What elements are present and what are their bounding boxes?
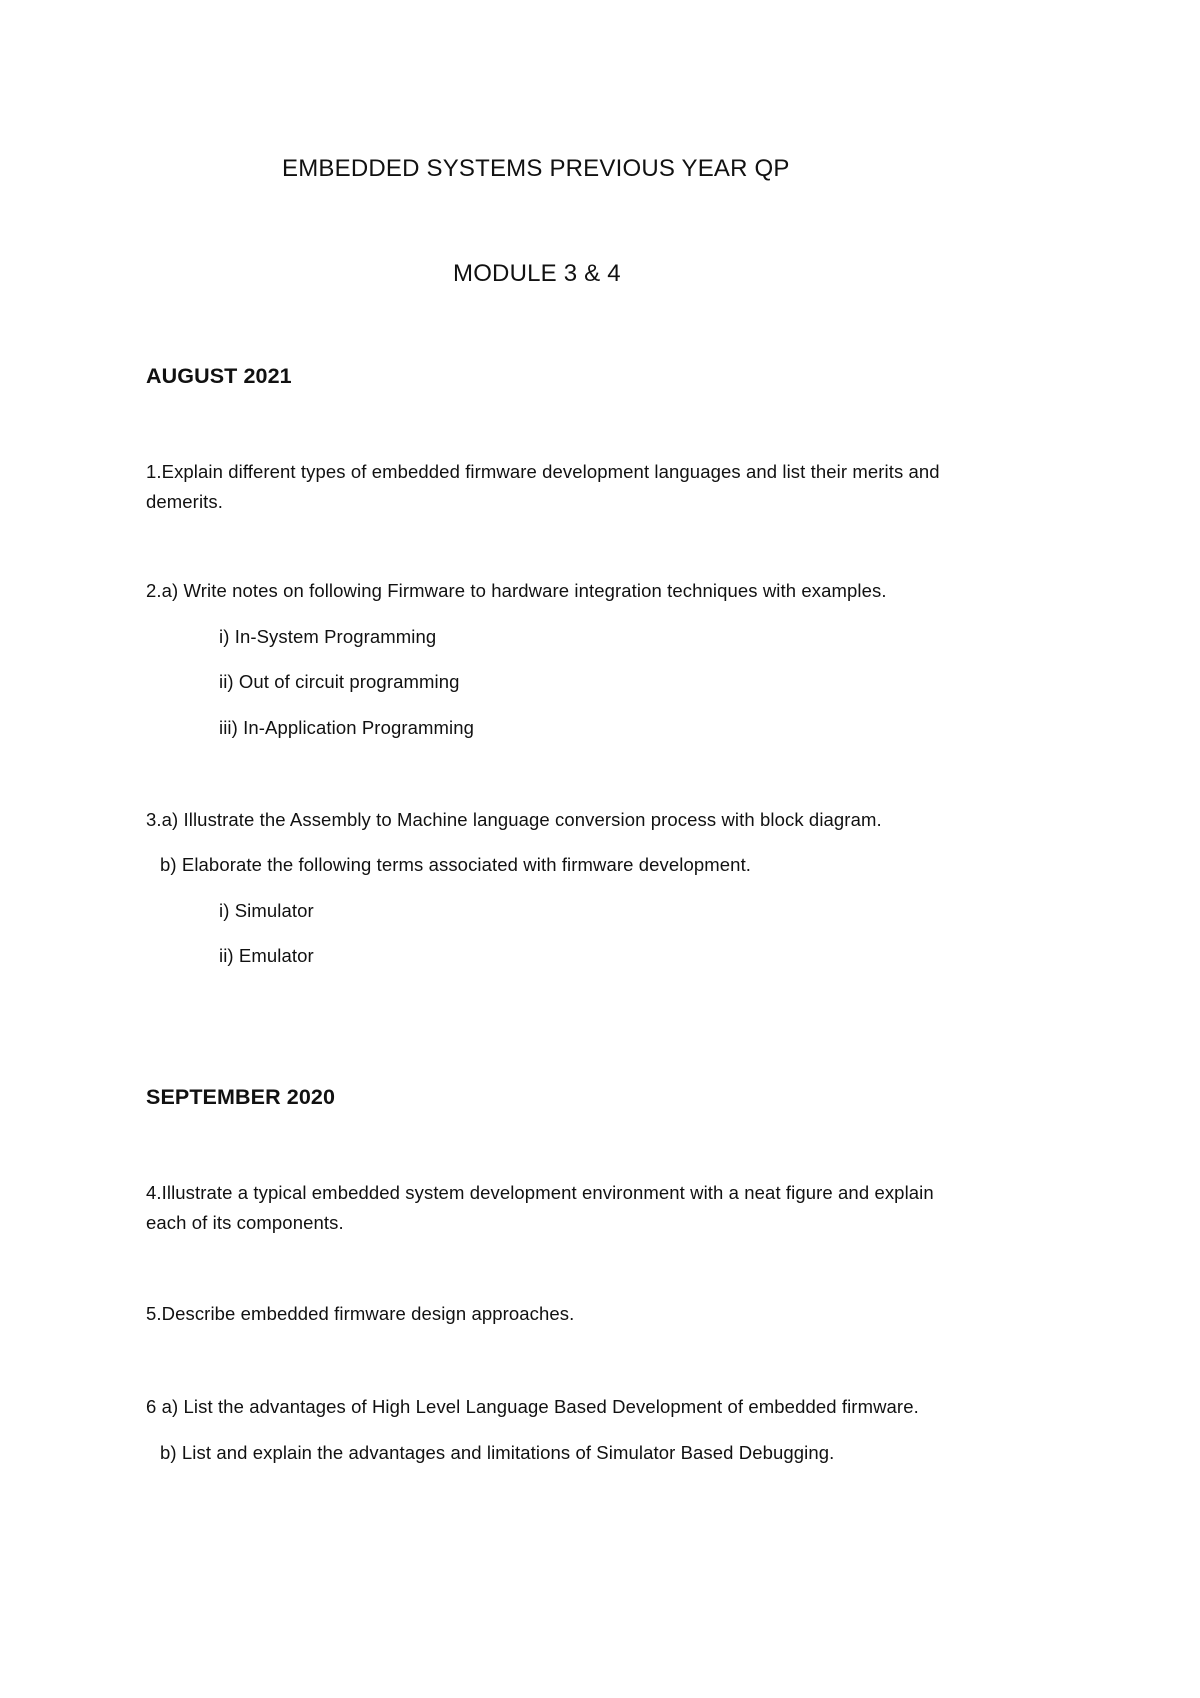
question-1-line-2: demerits. <box>146 491 223 512</box>
question-6b: b) List and explain the advantages and limitations of Simulator Based Debugging. <box>160 1442 835 1463</box>
question-3b: b) Elaborate the following terms associated with firmware development. <box>160 854 752 875</box>
document-title: EMBEDDED SYSTEMS PREVIOUS YEAR QP <box>282 155 790 182</box>
question-4-line-2: each of its components. <box>146 1212 344 1233</box>
question-1-line-1: 1.Explain different types of embedded firmware development languages and list their merits and <box>146 461 940 482</box>
question-3a: 3.a) Illustrate the Assembly to Machine language conversion process with block diagram. <box>146 809 882 830</box>
section-heading-august-2021: AUGUST 2021 <box>146 364 292 388</box>
question-2-item-2: ii) Out of circuit programming <box>219 671 460 692</box>
question-2a: 2.a) Write notes on following Firmware to hardware integration techniques with examples. <box>146 580 887 601</box>
question-6a: 6 a) List the advantages of High Level Language Based Development of embedded firmware. <box>146 1396 919 1417</box>
question-5: 5.Describe embedded firmware design approaches. <box>146 1303 575 1324</box>
question-2-item-1: i) In-System Programming <box>219 626 437 647</box>
section-heading-september-2020: SEPTEMBER 2020 <box>146 1085 335 1109</box>
question-4-line-1: 4.Illustrate a typical embedded system development environment with a neat figure and explain <box>146 1182 934 1203</box>
question-3-item-2: ii) Emulator <box>219 945 314 966</box>
module-subtitle: MODULE 3 & 4 <box>453 260 621 287</box>
question-3-item-1: i) Simulator <box>219 900 314 921</box>
question-2-item-3: iii) In-Application Programming <box>219 717 474 738</box>
